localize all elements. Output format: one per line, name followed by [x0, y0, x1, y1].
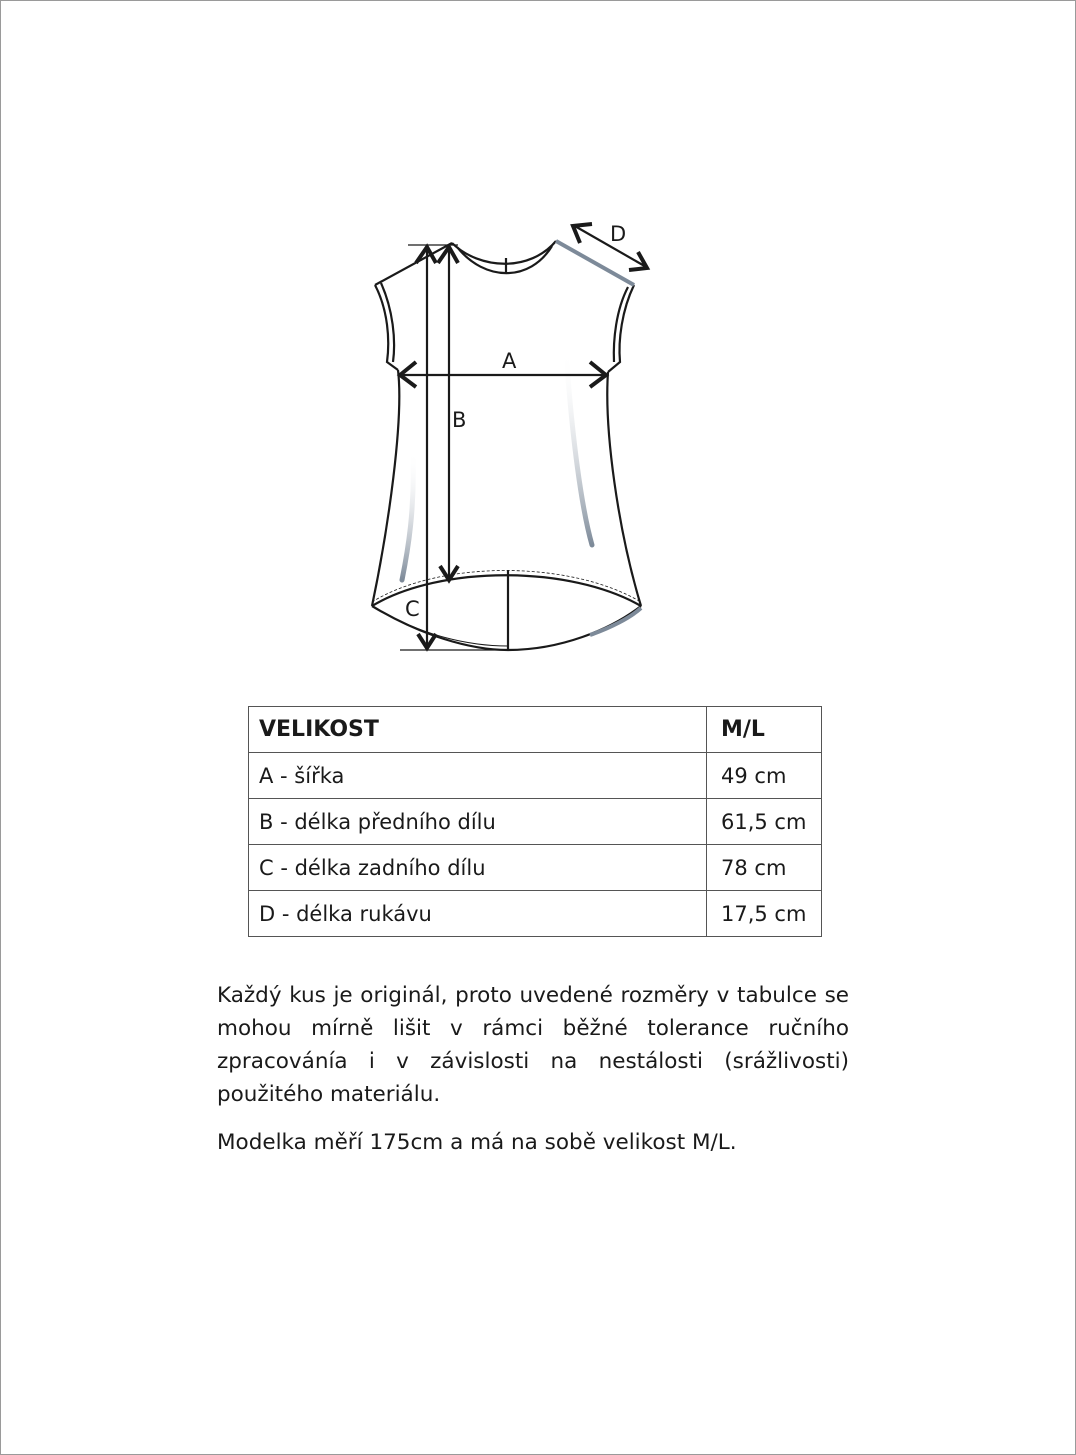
model-note: Modelka měří 175cm a má na sobě velikost M/L.	[217, 1130, 737, 1155]
row-value: 61,5 cm	[707, 799, 822, 845]
table-row	[249, 799, 822, 845]
measurement-arrows	[398, 224, 648, 650]
size-table	[248, 706, 822, 937]
table-row	[249, 891, 822, 937]
label-b: B	[452, 408, 467, 432]
label-a: A	[502, 349, 517, 373]
row-value: 17,5 cm	[707, 891, 822, 937]
table-row	[249, 845, 822, 891]
garment-diagram	[360, 210, 660, 660]
tolerance-note: Každý kus je originál, proto uvedené rozměry v tabulce se mohou mírně lišit v rámci běžné tolerance ručního zpracovánía i v závislosti na nestálosti (srážlivosti) použitého materiálu.	[217, 983, 849, 1107]
table-row	[249, 753, 822, 799]
row-label: C - délka zadního dílu	[249, 845, 707, 891]
row-label: A - šířka	[249, 753, 707, 799]
label-c: C	[405, 597, 420, 621]
header-size-label: VELIKOST	[249, 707, 707, 753]
garment-outline	[372, 241, 641, 650]
tshirt-sketch	[360, 210, 660, 660]
row-label: B - délka předního dílu	[249, 799, 707, 845]
table-header-row	[249, 707, 822, 753]
row-value: 78 cm	[707, 845, 822, 891]
label-d: D	[610, 222, 627, 246]
row-value: 49 cm	[707, 753, 822, 799]
row-label: D - délka rukávu	[249, 891, 707, 937]
header-size-value: M/L	[707, 707, 822, 753]
